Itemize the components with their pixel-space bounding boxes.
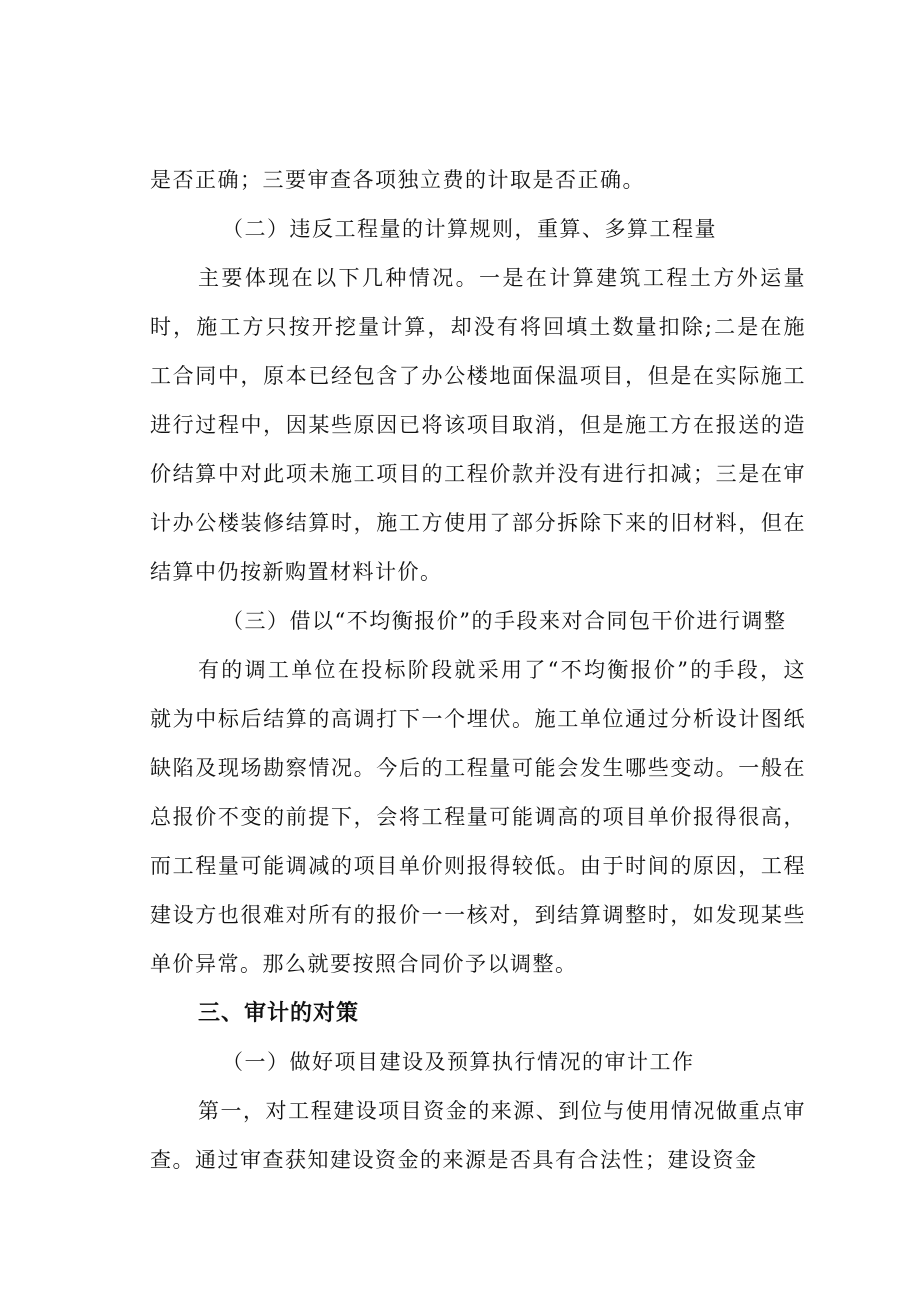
subheading-unbalanced-bidding: （三）借以“不均衡报价”的手段来对合同包干价进行调整 xyxy=(222,609,787,633)
paragraph-continued: 是否正确；三要审查各项独立费的计取是否正确。 xyxy=(150,168,645,192)
paragraph-unbalanced-bidding: 有的调工单位在投标阶段就采用了“不均衡报价”的手段，这就为中标后结算的高调打下一个埋伏。施工单位通过分析设计图纸缺陷及现场勘察情况。今后的工程量可能会发生哪些变动。一般在总报价不变的前提下，会将工程量可能调高的项目单价报得很高，而工程量可能调减的项目单价则报得较低。由于时间的原因，工程建设方也很难对所有的报价一一核对，到结算调整时，如发现某些单价异常。那么就要按照合同价予以调整。 xyxy=(150,658,806,976)
subheading-violating-calculation-rules: （二）违反工程量的计算规则，重算、多算工程量 xyxy=(222,217,717,241)
paragraph-funding-review: 第一，对工程建设项目资金的来源、到位与使用情况做重点审查。通过审查获知建设资金的来源是否具有合法性；建设资金 xyxy=(150,1099,806,1172)
subheading-budget-execution-audit: （一）做好项目建设及预算执行情况的审计工作 xyxy=(222,1050,695,1074)
paragraph-main-situations: 主要体现在以下几种情况。一是在计算建筑工程土方外运量时，施工方只按开挖量计算，却没有将回填土数量扣除;二是在施工合同中，原本已经包含了办公楼地面保温项目，但是在实际施工进行过程中，因某些原因已将该项目取消，但是施工方在报送的造价结算中对此项未施工项目的工程价款并没有进行扣减；三是在审计办公楼装修结算时，施工方使用了部分拆除下来的旧材料，但在结算中仍按新购置材料计价。 xyxy=(150,266,806,584)
section-heading-audit-countermeasures: 三、审计的对策 xyxy=(198,1001,360,1026)
document-body xyxy=(150,156,806,1185)
